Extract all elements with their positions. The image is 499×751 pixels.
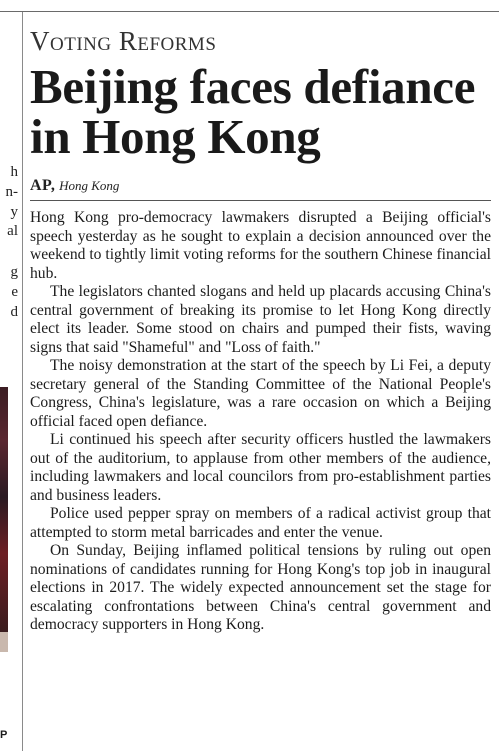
adjacent-text-fragment: g (10, 264, 18, 280)
paragraph: Hong Kong pro-democracy lawmakers disrupted a Beijing official's speech yesterday as he sought to explain a decision announced over the weekend to tightly limit voting reforms for the southern Chinese financial hub. (30, 209, 491, 282)
byline-place: Hong Kong (59, 178, 120, 193)
paragraph: Police used pepper spray on members of a radical activist group that attempted to storm metal barricades and enter the venue. (30, 505, 491, 541)
headline: Beijing faces defiance in Hong Kong (30, 59, 476, 164)
paragraph: The legislators chanted slogans and held up placards accusing China's central government of breaking its promise to let Hong Kong directly elect its leader. Some stood on chairs and pumped their fists, waving signs that said "Shameful" and "Loss of faith." (30, 283, 491, 356)
column-rule (22, 12, 23, 751)
article (30, 26, 491, 635)
byline-agency: AP, (30, 177, 56, 194)
adjacent-text-fragment: y (10, 204, 18, 220)
adjacent-text-fragment: d (10, 304, 18, 320)
adjacent-text-fragment: h (10, 164, 18, 180)
byline (30, 176, 491, 201)
kicker: Voting Reforms (30, 26, 217, 56)
adjacent-photo-edge (0, 387, 8, 632)
paragraph: The noisy demonstration at the start of the speech by Li Fei, a deputy secretary general of the Standing Committee of the National People's Congress, China's legislature, was a rare occasion on which a Beijing official faced open defiance. (30, 357, 491, 430)
adjacent-text-fragment: e (11, 284, 18, 300)
adjacent-photo-edge-lower (0, 632, 8, 652)
adjacent-column-cropped (0, 12, 22, 751)
article-body (30, 209, 491, 635)
top-rule (0, 11, 499, 12)
paragraph: Li continued his speech after security officers hustled the lawmakers out of the auditorium, to applause from other members of the audience, including lawmakers and local councilors from pro-establishment parties and business leaders. (30, 431, 491, 504)
adjacent-text-fragment: al (7, 223, 18, 239)
paragraph: On Sunday, Beijing inflamed political tensions by ruling out open nominations of candidates running for Hong Kong's top job in inaugural elections in 2017. The widely expected announcement set the stage for escalating confrontations between China's central government and democracy supporters in Hong Kong. (30, 542, 491, 633)
adjacent-text-fragment: n- (5, 184, 18, 200)
adjacent-caption-fragment: P (0, 729, 8, 741)
